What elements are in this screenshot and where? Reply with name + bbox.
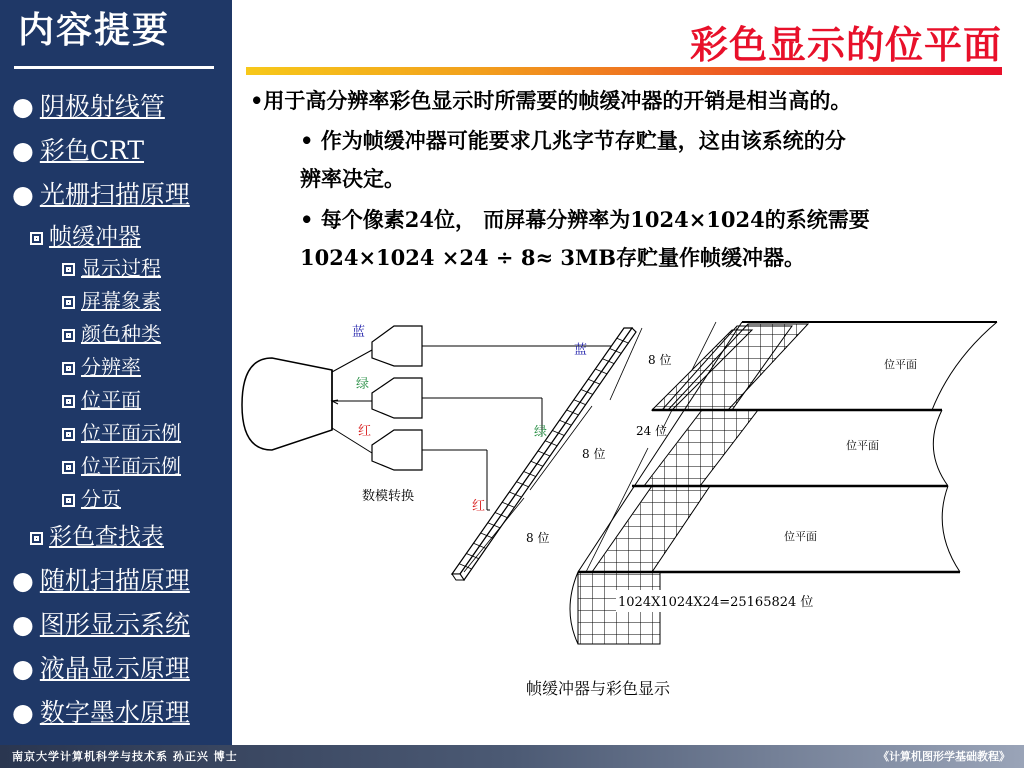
bullet-dot-icon: ● <box>12 180 34 209</box>
sidebar-item-label: 随机扫描原理 <box>39 566 190 595</box>
slide-title: 彩色显示的位平面 <box>689 23 1002 67</box>
sidebar-item-label: 帧缓冲器 <box>49 224 141 250</box>
sidebar-item-bit-plane-example-1[interactable] <box>62 417 181 446</box>
bullet-square-icon <box>62 362 75 375</box>
plane-label-3: 位平面 <box>784 530 817 543</box>
sidebar-item-bit-plane-example-2[interactable] <box>62 450 181 479</box>
dac-red <box>372 430 422 470</box>
sidebar-item-label: 屏幕象素 <box>81 289 161 313</box>
bullet-dot-icon: ● <box>12 698 34 727</box>
footer-author: 南京大学计算机科学与技术系 孙正兴 博士 <box>12 750 238 763</box>
register-label-blue: 蓝 <box>574 343 588 358</box>
register-label-red: 红 <box>472 499 486 514</box>
sidebar-item-label: 颜色种类 <box>81 322 161 346</box>
bullet-dot-icon: ● <box>12 136 34 165</box>
sidebar-divider <box>14 66 214 69</box>
total-bits-label: 1024X1024X24=25165824 位 <box>618 595 814 610</box>
gun-label-green: 绿 <box>356 377 370 392</box>
bit-label-8-bottom: 8 位 <box>526 531 550 545</box>
sidebar-item-raster-scan[interactable] <box>12 175 190 211</box>
sidebar-item-digital-ink[interactable] <box>12 693 190 729</box>
sidebar-item-label: 位平面示例 <box>81 454 181 478</box>
bullet-square-icon <box>62 461 75 474</box>
bullet-square-icon <box>62 395 75 408</box>
sidebar-item-bit-plane[interactable] <box>62 384 141 413</box>
footer-course: 《计算机图形学基础教程》 <box>878 750 1010 763</box>
sidebar-item-label: 分辨率 <box>81 355 141 379</box>
bullet-dot-icon: ● <box>12 610 34 639</box>
footer <box>0 745 1024 768</box>
bit-label-8-mid: 8 位 <box>582 447 606 461</box>
bit-label-8-top: 8 位 <box>648 353 672 367</box>
bullet-dot-icon: ● <box>12 92 34 121</box>
sidebar-item-screen-pixel[interactable] <box>62 285 161 314</box>
bullet-dot-icon: ● <box>12 654 34 683</box>
bullet-square-icon <box>62 494 75 507</box>
crt-tube <box>242 358 332 450</box>
sidebar-item-paging[interactable] <box>62 483 121 512</box>
bit-label-24: 24 位 <box>636 424 668 438</box>
bullet-square-icon <box>62 296 75 309</box>
bullet-square-icon <box>62 428 75 441</box>
sidebar-item-label: 数字墨水原理 <box>39 698 190 727</box>
sidebar-item-label: 位平面 <box>81 388 141 412</box>
gun-label-blue: 蓝 <box>352 325 366 340</box>
dac-blue <box>372 326 422 366</box>
sidebar-item-label: 图形显示系统 <box>39 610 190 639</box>
dac-label: 数模转换 <box>362 489 415 504</box>
bullet-square-icon <box>62 263 75 276</box>
sidebar-item-label: 阴极射线管 <box>39 92 165 121</box>
title-underline <box>246 67 1002 75</box>
sidebar-item-resolution[interactable] <box>62 351 141 380</box>
diagram-caption: 帧缓冲器与彩色显示 <box>526 679 671 698</box>
sidebar-item-color-crt[interactable] <box>12 131 144 167</box>
beam-blue <box>332 350 372 372</box>
bullet-3-line-1: • 每个像素24位， 而屏幕分辨率为1024×1024的系统需要 <box>300 207 870 232</box>
sidebar-item-label: 液晶显示原理 <box>39 654 190 683</box>
sidebar-item-label: 彩色CRT <box>39 136 145 165</box>
sidebar-item-graphics-system[interactable] <box>12 605 190 641</box>
sidebar <box>0 0 232 745</box>
plane-label-2: 位平面 <box>846 439 879 452</box>
bullet-square-icon <box>30 232 43 245</box>
sidebar-item-random-scan[interactable] <box>12 561 190 597</box>
plane-label-1: 位平面 <box>884 358 917 371</box>
bullet-2-line-1: • 作为帧缓冲器可能要求几兆字节存贮量，这由该系统的分 <box>300 128 846 153</box>
sidebar-item-label: 分页 <box>81 487 121 511</box>
dac-green <box>372 378 422 418</box>
bullet-square-icon <box>30 532 43 545</box>
sidebar-item-color-lookup-table[interactable] <box>30 518 164 551</box>
bullet-1: •用于高分辨率彩色显示时所需要的帧缓冲器的开销是相当高的。 <box>250 88 852 113</box>
bullet-square-icon <box>62 329 75 342</box>
sidebar-item-label: 显示过程 <box>81 256 161 280</box>
framebuffer-diagram <box>232 310 1012 710</box>
sidebar-title: 内容提要 <box>18 10 171 51</box>
bullet-2-line-2: 辨率决定。 <box>300 166 405 191</box>
sidebar-item-color-types[interactable] <box>62 318 161 347</box>
sidebar-item-label: 位平面示例 <box>81 421 181 445</box>
sidebar-item-display-process[interactable] <box>62 252 161 281</box>
bullet-dot-icon: ● <box>12 566 34 595</box>
sidebar-item-lcd-principle[interactable] <box>12 649 190 685</box>
sidebar-item-label: 光栅扫描原理 <box>39 180 190 209</box>
sidebar-item-cathode-ray-tube[interactable] <box>12 87 165 123</box>
register-label-green: 绿 <box>534 425 548 440</box>
bullet-3-line-2: 1024×1024 ×24 ÷ 8≈ 3MB存贮量作帧缓冲器。 <box>300 245 805 270</box>
gun-label-red: 红 <box>358 424 372 439</box>
sidebar-item-label: 彩色查找表 <box>49 524 164 550</box>
sidebar-item-frame-buffer[interactable] <box>30 218 141 251</box>
